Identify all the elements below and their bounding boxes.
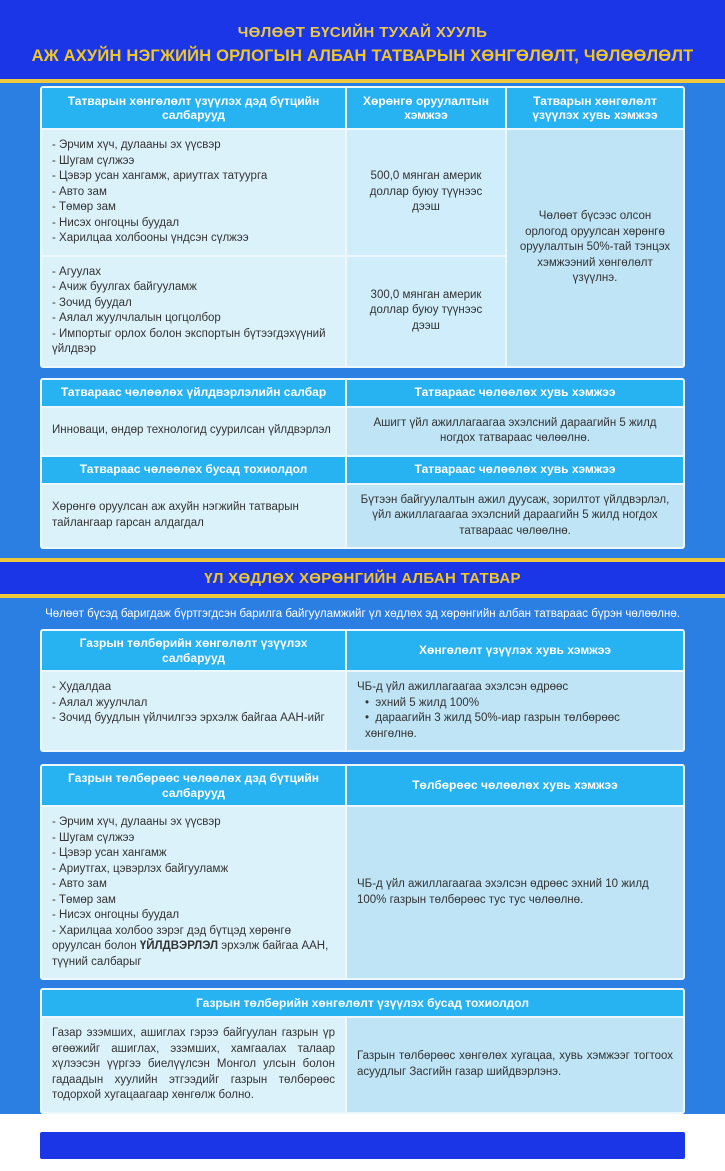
list-item: - Ариутгах, цэвэрлэх байгууламж: [52, 862, 335, 878]
investment-amount-cell: 500,0 мянган америк доллар буюу түүнээс дээш: [347, 130, 505, 255]
exempt-benefit-cell: Ашигт үйл ажиллагаагаа эхэлсний дараагийн 5 жилд ногдох татвараас чөлөөлнө.: [347, 408, 683, 455]
benefit-text: ЧБ-д үйл ажиллагаагаа эхэлсэн өдрөөс эхний 10 жилд 100% газрын төлбөрөөс тус тус чөлөөлнө.: [357, 878, 649, 906]
tax-benefit-cell: Чөлөөт бүсээс олсон орлогод оруулсан хөрөнгө оруулалтын 50%-тай тэнцэх хэмжээний хөнгөлөлт үзүүлнэ.: [507, 130, 683, 366]
list-item-composite: [52, 924, 335, 971]
footer-bar: [40, 1132, 685, 1159]
benefit-bullet: • эхний 5 жилд 100%: [357, 696, 673, 712]
list-item: - Нисэх онгоцны буудал: [52, 216, 335, 232]
column-header: Татвараас чөлөөлөх бусад тохиолдол: [42, 457, 345, 483]
list-item: - Аялал жуулчлалын цогцолбор: [52, 311, 335, 327]
list-item: - Төмөр зам: [52, 200, 335, 216]
column-header: Газрын төлбөрөөс чөлөөлөх дэд бүтцийн салбарууд: [42, 766, 345, 805]
list-item: - Агуулах: [52, 265, 335, 281]
benefit-intro: ЧБ-д үйл ажиллагаагаа эхэлсэн өдрөөс: [357, 681, 569, 693]
tax-exemption-table: [40, 378, 685, 550]
list-item: - Шугам сүлжээ: [52, 154, 335, 170]
other-benefit-cell: [347, 1018, 683, 1112]
benefit-bullet: • дараагийн 3 жилд 50%-иар газрын төлбөрөөс хөнгөлнө.: [357, 711, 673, 742]
sector-list-cell: [42, 807, 345, 978]
column-header: Татвараас чөлөөлөх хувь хэмжээ: [347, 380, 683, 406]
list-item: - Эрчим хүч, дулааны эх үүсвэр: [52, 815, 335, 831]
item-text: эрхэлж байгаа ААН, түүний салбарыг: [52, 940, 329, 968]
case-text: Газар эзэмших, ашиглах гэрээ байгуулан газрын үр өгөөжийг ашиглах, эзэмших, хамгаалах талаар хүлээсэн үүргээ биелүүлсэн Монгол улсын болон гадаадын хуулийн этгээдийг газрын төлбөрөөс тодорхой хугацаагаар хөнгөлж болно.: [52, 1027, 335, 1101]
investment-amount-cell: 300,0 мянган америк доллар буюу түүнээс дээш: [347, 257, 505, 366]
exempt-industry-cell: Инноваци, өндөр технологид суурилсан үйлдвэрлэл: [42, 408, 345, 455]
list-item: - Авто зам: [52, 877, 335, 893]
exempt-other-benefit-cell: Бүтээн байгуулалтын ажил дуусаж, зорилтот үйлдвэрлэл, үйл ажиллагаагаа эхэлсний дараагийн 5 жилд ногдох татвараас чөлөөлнө.: [347, 485, 683, 548]
item-text: Харилцаа холбоо зэрэг дэд бүтцэд хөрөнгө оруулсан болон: [52, 924, 291, 952]
discount-benefit-cell: [347, 672, 683, 750]
list-item: - Эрчим хүч, дулааны эх үүсвэр: [52, 138, 335, 154]
exempt-other-case-cell: Хөрөнгө оруулсан аж ахуйн нэгжийн татварын тайлангаар гарсан алдагдал: [42, 485, 345, 548]
list-item: - Зочид буудал: [52, 296, 335, 312]
list-item: - Нисэх онгоцны буудал: [52, 908, 335, 924]
exempt-benefit-cell: [347, 807, 683, 978]
page-header: [0, 0, 725, 79]
list-item: - Харилцаа холбооны үндсэн сүлжээ: [52, 231, 335, 247]
column-header: Хөрөнгө оруулалтын хэмжээ: [347, 88, 505, 128]
list-item: - Ачиж буулгах байгууламж: [52, 280, 335, 296]
column-header: Төлбөрөөс чөлөөлөх хувь хэмжээ: [347, 766, 683, 805]
column-header: Татвараас чөлөөлөх хувь хэмжээ: [347, 457, 683, 483]
list-item: - Шугам сүлжээ: [52, 831, 335, 847]
column-header: Газрын төлбөрийн хөнгөлөлт үзүүлэх салбарууд: [42, 631, 345, 670]
sector-list-cell: [42, 672, 345, 750]
table-header: Газрын төлбөрийн хөнгөлөлт үзүүлэх бусад тохиолдол: [42, 990, 683, 1016]
list-item: - Импортыг орлох болон экспортын бүтээгдэхүүний үйлдвэр: [52, 327, 335, 358]
benefit-text: Газрын төлбөрөөс хөнгөлөх хугацаа, хувь хэмжээг тогтоох асуудлыг Засгийн газар шийдвэрлэнэ.: [357, 1050, 673, 1078]
column-header: Хөнгөлөлт үзүүлэх хувь хэмжээ: [347, 631, 683, 670]
item-bold-text: ҮЙЛДВЭРЛЭЛ: [139, 940, 219, 952]
page-title: АЖ АХУЙН НЭГЖИЙН ОРЛОГЫН АЛБАН ТАТВАРЫН ХӨНГӨЛӨЛТ, ЧӨЛӨӨЛӨЛТ: [31, 47, 694, 65]
column-header: Татвараас чөлөөлөх үйлдвэрлэлийн салбар: [42, 380, 345, 406]
main-content: [0, 83, 725, 1114]
property-tax-band: [0, 562, 725, 594]
land-fee-other-table: [40, 988, 685, 1114]
list-item: - Авто зам: [52, 185, 335, 201]
section-title: ҮЛ ХӨДЛӨХ ХӨРӨНГИЙН АЛБАН ТАТВАР: [204, 570, 521, 587]
other-case-cell: [42, 1018, 345, 1112]
property-tax-intro: Чөлөөт бүсэд баригдаж бүртгэгдсэн барилга байгууламжийг үл хөдлөх эд хөрөнгийн албан татвараас бүрэн чөлөөлнө.: [45, 608, 680, 620]
land-fee-exempt-table: [40, 764, 685, 980]
list-item: - Төмөр зам: [52, 893, 335, 909]
list-item: - Зочид буудлын үйлчилгээ эрхэлж байгаа ААН-ийг: [52, 711, 335, 727]
column-header: Татварын хөнгөлөлт үзүүлэх хувь хэмжээ: [507, 88, 683, 128]
list-item: - Цэвэр усан хангамж: [52, 846, 335, 862]
sector-list-cell: [42, 130, 345, 255]
infrastructure-tax-table: [40, 86, 685, 368]
list-item: - Цэвэр усан хангамж, ариутгах татуурга: [52, 169, 335, 185]
list-item: - Худалдаа: [52, 680, 335, 696]
land-fee-discount-table: [40, 629, 685, 752]
column-header: Татварын хөнгөлөлт үзүүлэх дэд бүтцийн салбарууд: [42, 88, 345, 128]
sector-list-cell: [42, 257, 345, 366]
list-item: - Аялал жуулчлал: [52, 696, 335, 712]
law-title: ЧӨЛӨӨТ БҮСИЙН ТУХАЙ ХУУЛЬ: [237, 24, 488, 41]
